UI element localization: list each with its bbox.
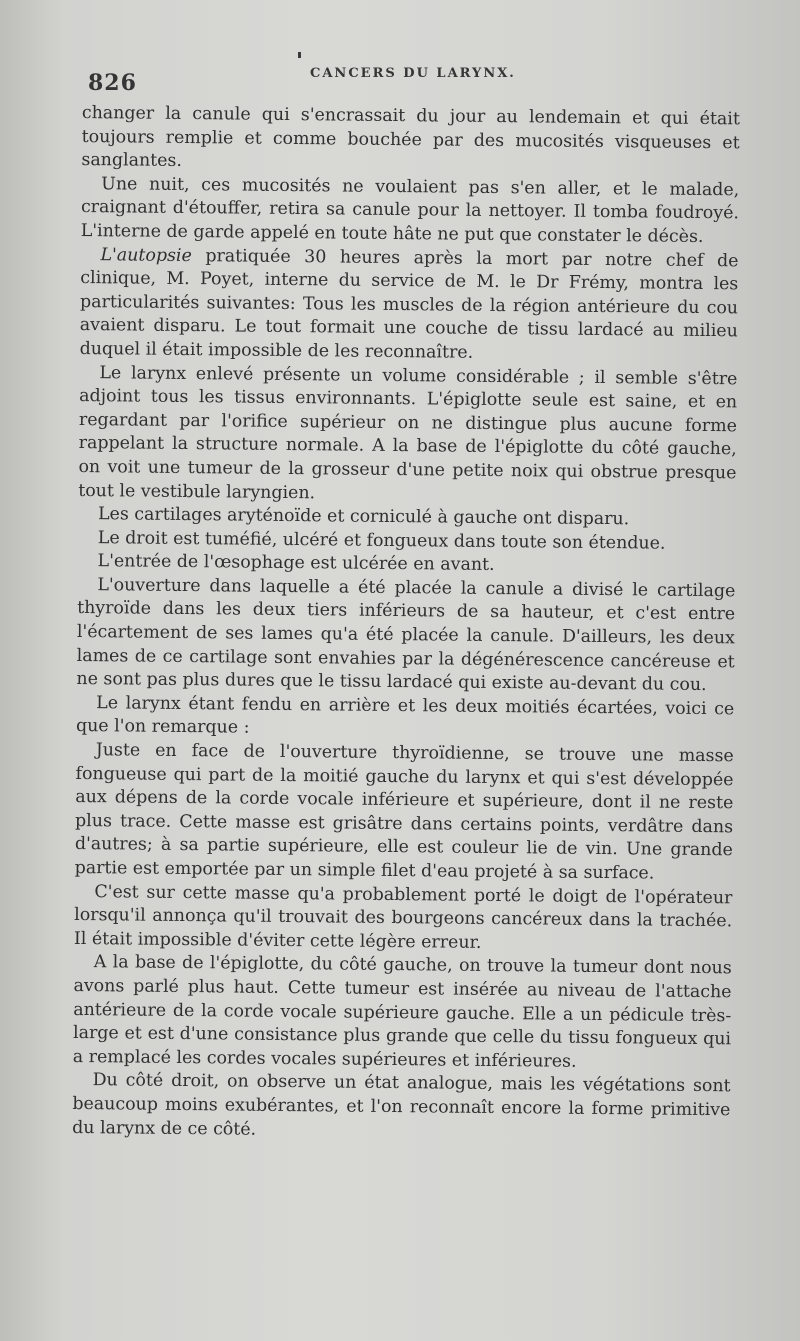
paragraph: A la base de l'épiglotte, du côté gauche, on trouve la tumeur dont nous avons parlé plus haut. Cette tumeur est insérée au niveau de l'attache antérieure de la corde vocale supérieure gauche. Elle a un pédicule très-large et est d'une consistance plus grande que celle du tissu fongueux qui a remplacé les cordes vocales supérieures et inférieures. <box>72 952 732 1072</box>
paragraph: Le droit est tuméfié, ulcéré et fongueux dans toute son étendue. <box>97 527 666 554</box>
paragraph-autopsie <box>80 244 739 368</box>
body-text <box>72 102 740 1146</box>
paragraph: Le larynx étant fendu en arrière et les deux moitiés écartées, voici ce que l'on remarque : <box>75 693 735 739</box>
paragraph: Les cartilages aryténoïde et corniculé à gauche ont disparu. <box>97 504 630 530</box>
paragraph: Juste en face de l'ouverture thyroïdienne, se trouve une masse fongueuse qui part de la moitié gauche du larynx et qui s'est développée aux dépens de la corde vocale inférieure et supérieure, dont il ne reste plus trace. Cette masse est grisâtre dans certains points, verdâtre dans d'autres; à sa partie supérieure, elle est couleur lie de vin. Une grande partie est emportée par un simple filet d'eau projeté à sa surface. <box>74 740 734 884</box>
running-title: CANCERS DU LARYNX. <box>310 66 516 81</box>
page-number: 826 <box>88 70 137 96</box>
paragraph: Du côté droit, on observe un état analogue, mais les végétations sont beaucoup moins exubérantes, et l'on reconnaît encore la forme primitive du larynx de ce côté. <box>72 1070 731 1140</box>
paragraph: L'entrée de l'œsophage est ulcérée en avant. <box>97 551 495 576</box>
printer-mark <box>298 52 301 58</box>
paragraph: L'ouverture dans laquelle a été placée la canule a divisé le cartilage thyroïde dans les deux tiers inférieurs de sa hauteur, et c'est entre l'écartement de ses lames qu'a été placée la canule. D'ailleurs, les deux lames de ce cartilage sont envahies par la dégénérescence cancéreuse et ne sont pas plus dures que le tissu lardacé qui existe au-devant du cou. <box>76 575 736 696</box>
paragraph: Le larynx enlevé présente un volume considérable ; il semble s'être adjoint tous les tissus environnants. L'épiglotte seule est saine, et en regardant par l'orifice supérieur on ne distingue plus aucune forme rappelant la structure normale. A la base de l'épiglotte du côté gauche, on voit une tumeur de la grosseur d'une petite noix qui obstrue presque tout le vestibule laryngien. <box>78 362 738 503</box>
paragraph: changer la canule qui s'encrassait du jour au lendemain et qui était toujours remplie et comme bouchée par des mucosités visqueuses et sanglantes. <box>81 102 740 172</box>
paragraph-autopsie-text: pratiquée 30 heures après la mort par notre chef de clinique, M. Poyet, interne du service de M. le Dr Frémy, montra les particularités suivantes: Tous les muscles de la région antérieure du cou avaient disparu. Le tout formait une couche de tissu lardacé au milieu duquel il était impossible de les reconnaître. <box>79 245 739 363</box>
paragraph: Une nuit, ces mucosités ne voulaient pas s'en aller, et le malade, craignant d'étouffer, retira sa canule pour la nettoyer. Il tomba foudroyé. L'interne de garde appelé en toute hâte ne put que constater le décès. <box>80 173 740 247</box>
paragraph: C'est sur cette masse qu'a probablement porté le doigt de l'opérateur lorsqu'il annonça qu'il trouvait des bourgeons cancéreux dans la trachée. Il était impossible d'éviter cette légère erreur. <box>73 881 733 953</box>
autopsie-label: L'autopsie <box>100 244 192 266</box>
page-header <box>82 58 760 102</box>
